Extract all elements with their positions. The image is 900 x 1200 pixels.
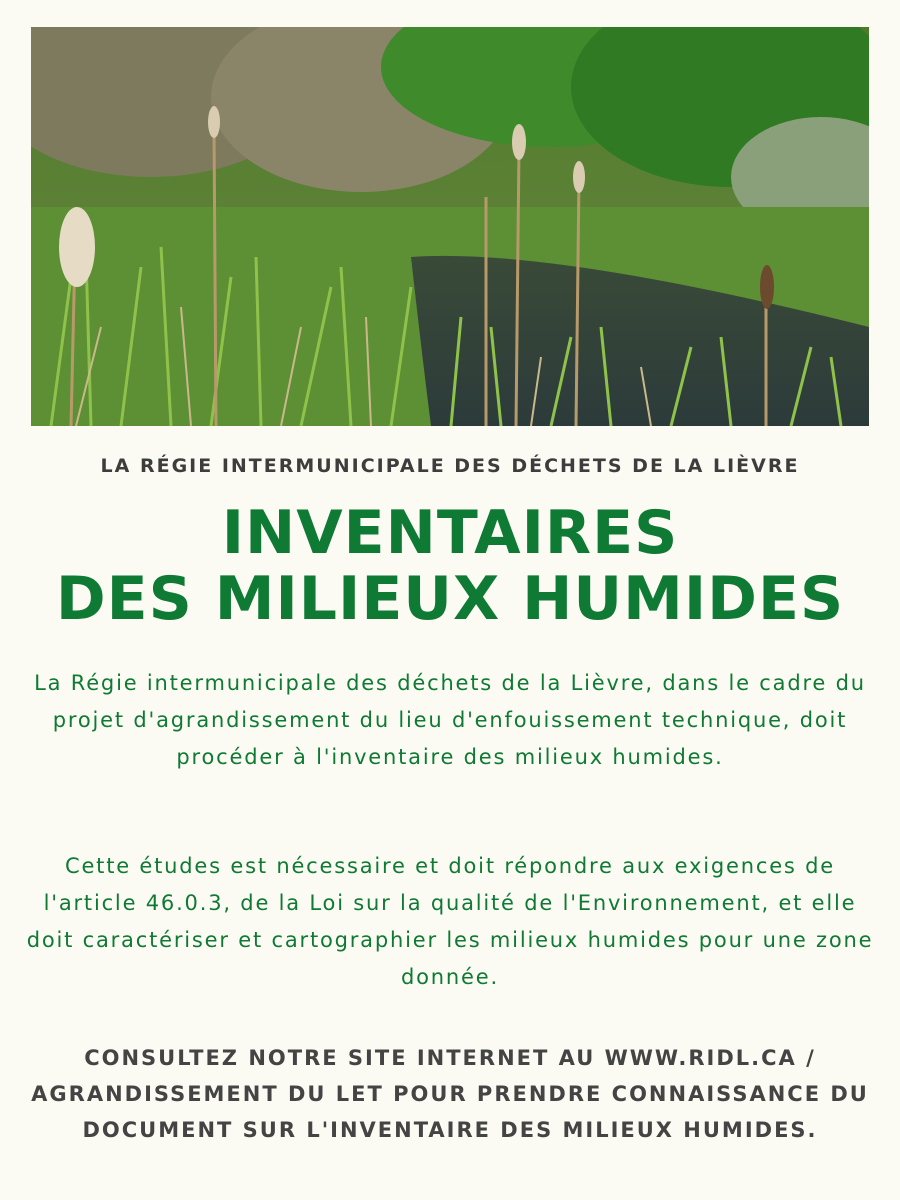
requirements-paragraph: Cette études est nécessaire et doit répondre aux exigences de l'article 46.0.3, de la Loi sur la qualité de l'Environnement, et elle doit caractériser et cartographier les milieux humides pour une zone donnée. — [26, 854, 874, 989]
organization-name: LA RÉGIE INTERMUNICIPALE DES DÉCHETS DE LA LIÈVRE — [100, 455, 800, 477]
cta-line-3: DOCUMENT SUR L'INVENTAIRE DES MILIEUX HUMIDES. — [82, 1118, 818, 1142]
wetland-photo — [31, 27, 869, 426]
title-line-2: DES MILIEUX HUMIDES — [55, 564, 845, 634]
title-line-1: INVENTAIRES — [221, 498, 679, 568]
call-to-action — [10, 1040, 890, 1148]
cta-line-2: AGRANDISSEMENT DU LET POUR PRENDRE CONNAISSANCE DU — [31, 1082, 869, 1106]
intro-paragraph: La Régie intermunicipale des déchets de la Lièvre, dans le cadre du projet d'agrandissement du lieu d'enfouissement technique, doit procéder à l'inventaire des milieux humides. — [34, 671, 866, 769]
cta-line-1: CONSULTEZ NOTRE SITE INTERNET AU WWW.RIDL.CA / — [84, 1046, 816, 1070]
page-title — [0, 500, 900, 632]
